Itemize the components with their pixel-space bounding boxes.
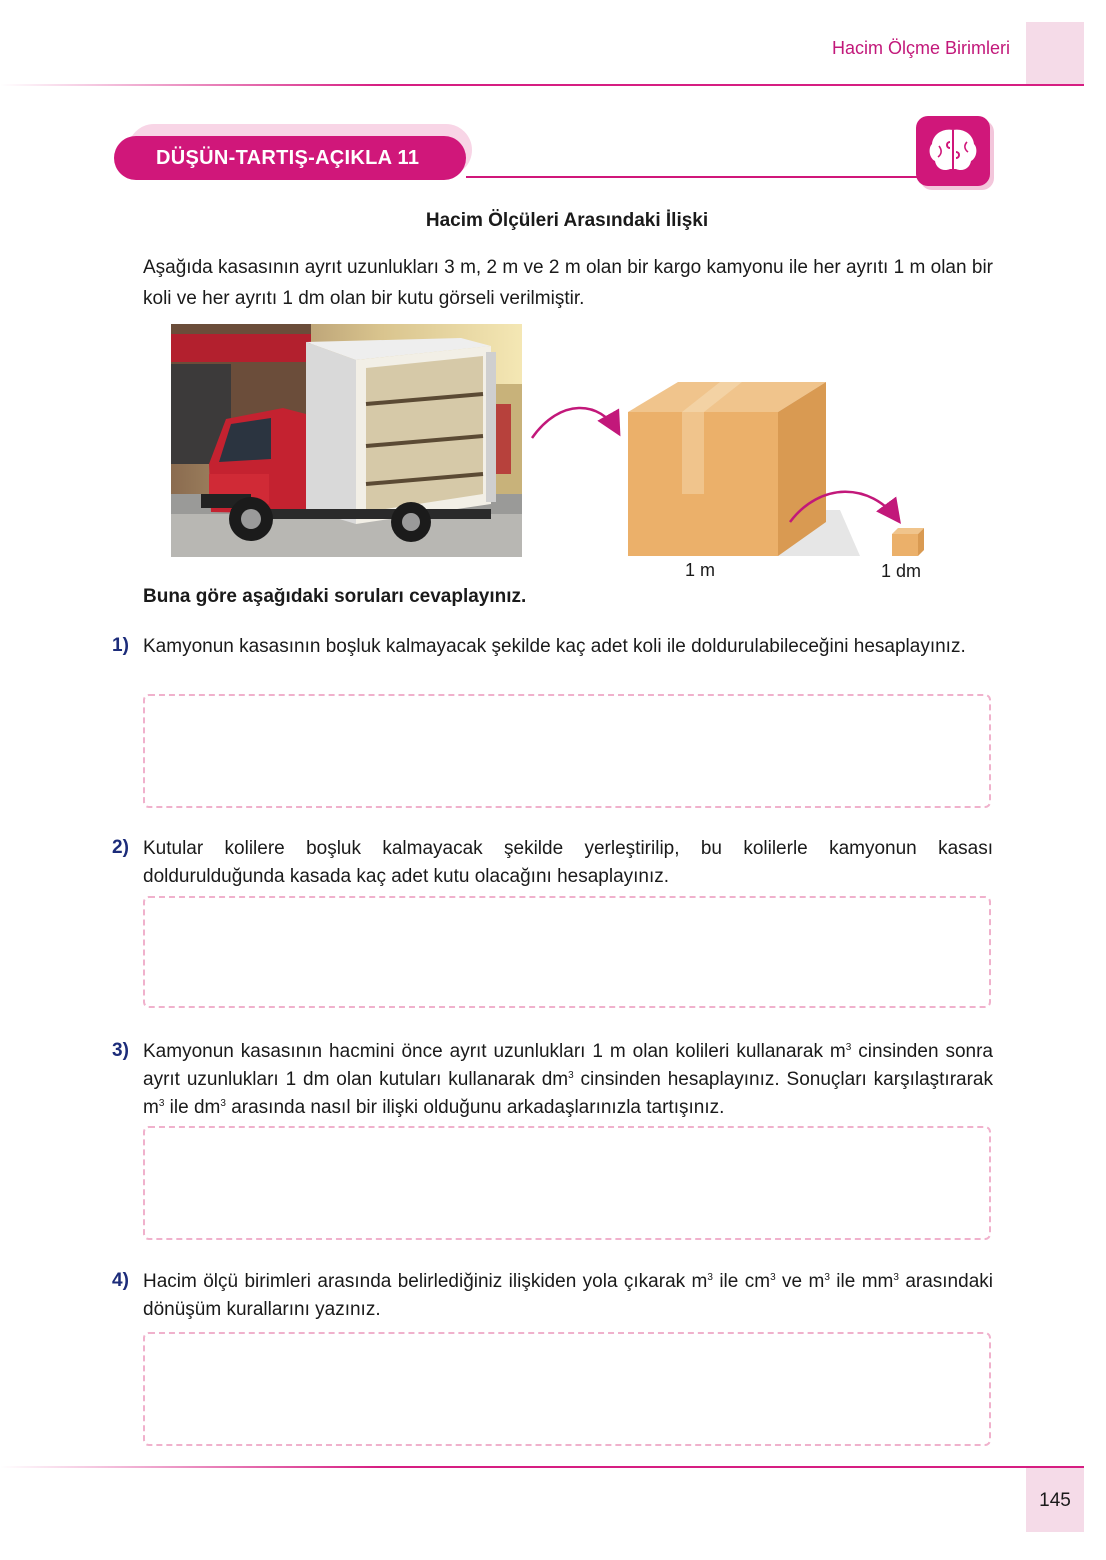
answer-box-1[interactable]: [143, 694, 991, 808]
truck-photo: [171, 324, 522, 557]
answer-box-2[interactable]: [143, 896, 991, 1008]
question-text: Kutular kolilere boşluk kalmayacak şekilde yerleştirilip, bu kolilerle kamyonun kasası doldurulduğunda kasada kaç adet kutu olacağını hesaplayınız.: [143, 838, 993, 887]
question-number: 4): [112, 1270, 129, 1291]
header-tab: [1026, 22, 1084, 84]
question-number: 1): [112, 635, 129, 656]
brain-puzzle-icon: [916, 116, 990, 186]
answer-box-4[interactable]: [143, 1332, 991, 1446]
banner-rule: [466, 176, 920, 178]
question-text: Kamyonun kasasının hacmini önce ayrıt uzunlukları 1 m olan kolileri kullanarak $m^3$ cinsinden sonra ayrıt uzunlukları 1 dm olan kutuları kullanarak $dm^3$ cinsinden hesaplayınız. Sonuçları karşılaştırarak $m^3$ ile $dm^3$ arasında nasıl bir ilişki olduğunu arkadaşlarınızla tartışınız.: [143, 1041, 993, 1118]
box-diagram: [520, 370, 940, 590]
question-number: 2): [112, 837, 129, 858]
question-text: Hacim ölçü birimleri arasında belirlediğiniz ilişkiden yola çıkarak $m^3$ ile $cm^3$ ve $m^3$ ile $mm^3$ arasındaki dönüşüm kurallarını yazınız.: [143, 1271, 993, 1320]
page-number: 145: [1039, 1490, 1071, 1511]
activity-banner: DÜŞÜN-TARTIŞ-AÇIKLA 11: [114, 136, 466, 180]
question-text: Kamyonun kasasının boşluk kalmayacak şekilde kaç adet koli ile doldurulabileceğini hesaplayınız.: [143, 636, 966, 657]
question-number: 3): [112, 1040, 129, 1061]
chapter-title: Hacim Ölçme Birimleri: [831, 38, 1010, 58]
small-box-dimension-label: 1 dm: [881, 561, 922, 581]
header-divider: [0, 84, 1084, 86]
intro-paragraph: Aşağıda kasasının ayrıt uzunlukları 3 m, 2 m ve 2 m olan bir kargo kamyonu ile her ayrıtı 1 m olan bir koli ve her ayrıtı 1 dm olan bir kutu görseli verilmiştir.: [143, 257, 993, 309]
answer-box-3[interactable]: [143, 1126, 991, 1240]
footer-divider: [0, 1466, 1084, 1468]
instruction-prompt: Buna göre aşağıdaki soruları cevaplayınız.: [143, 586, 527, 607]
section-heading: Hacim Ölçüleri Arasındaki İlişki: [425, 210, 709, 231]
box-dimension-label: 1 m: [685, 560, 716, 580]
